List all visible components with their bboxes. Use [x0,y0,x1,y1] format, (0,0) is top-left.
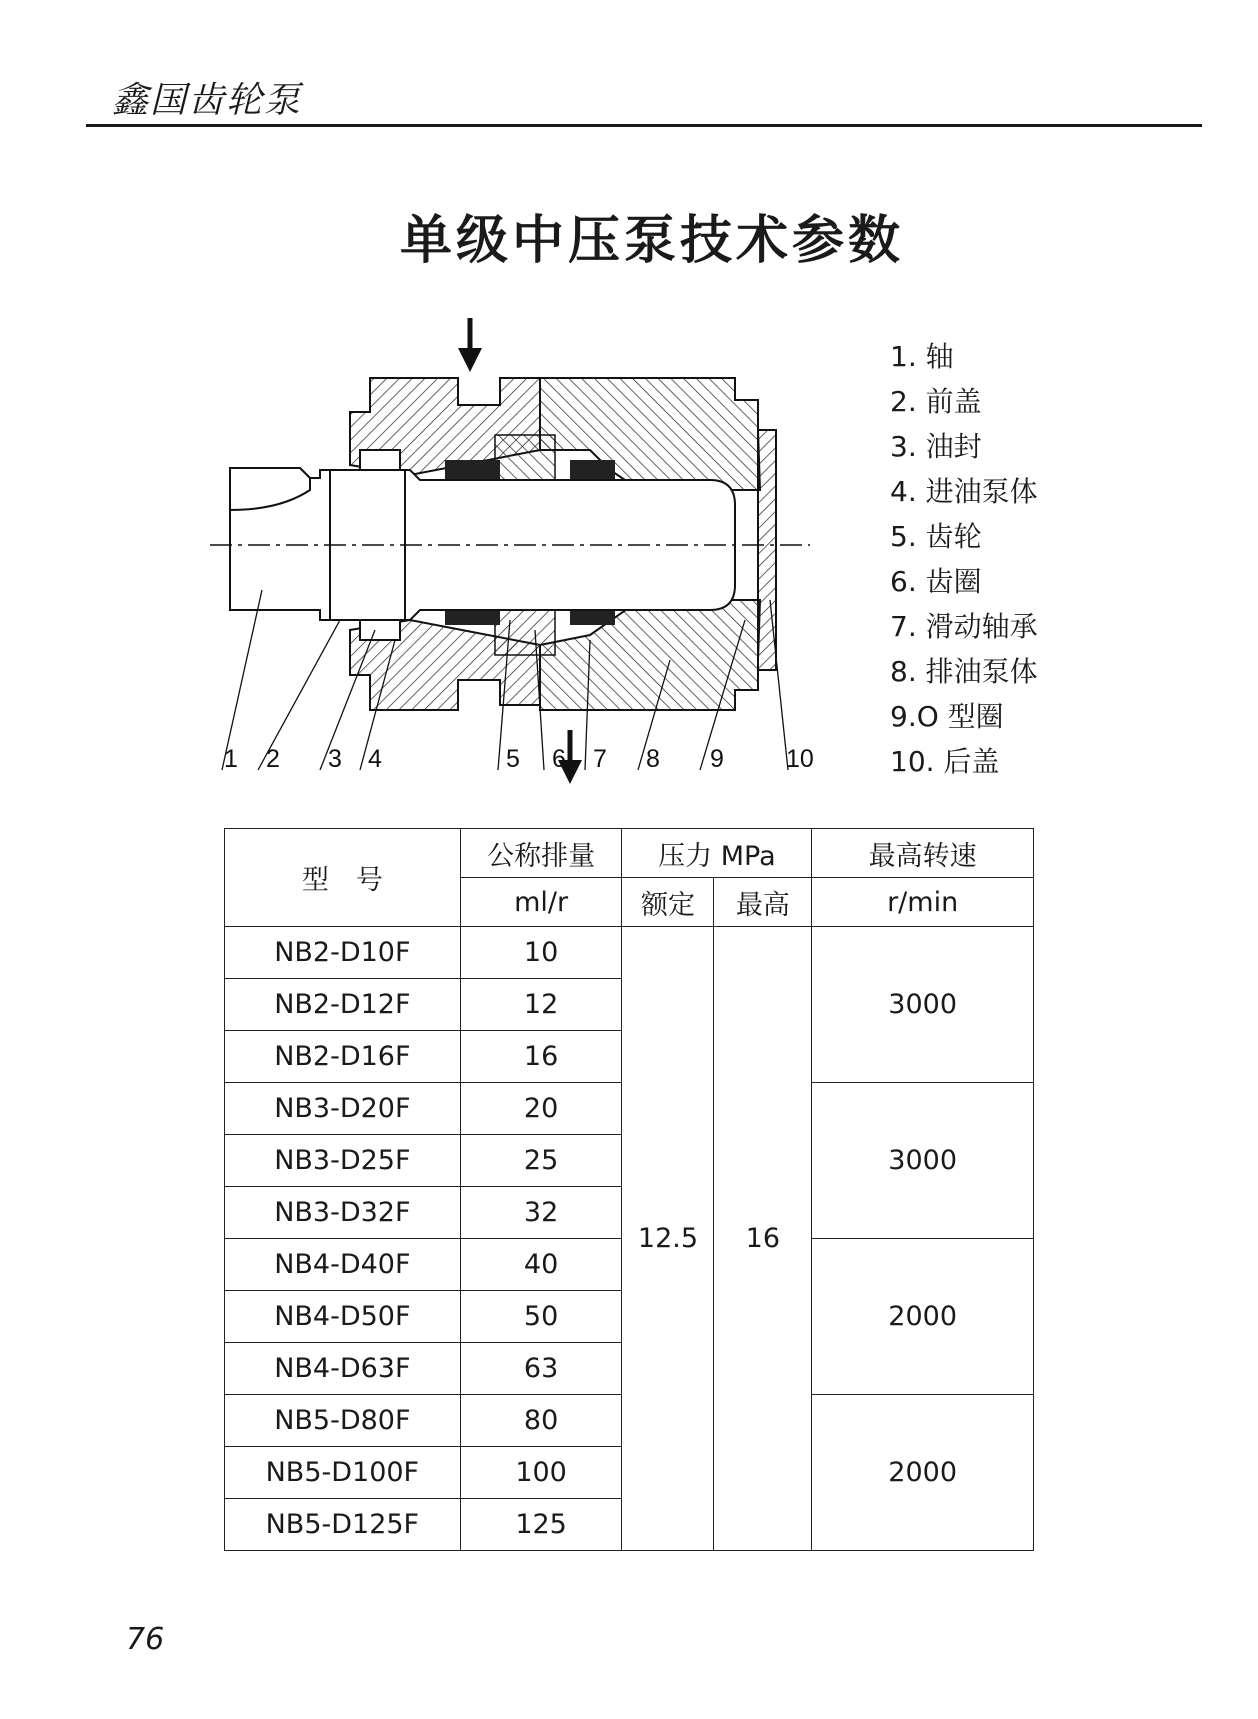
col-header-displacement-unit: ml/r [460,878,622,927]
col-header-displacement: 公称排量 [460,829,622,878]
max-pressure-cell: 16 [714,927,812,1551]
model-cell: NB4-D40F [225,1239,461,1291]
legend-item: 5. 齿轮 [890,520,982,553]
model-cell: NB2-D12F [225,979,461,1031]
model-cell: NB3-D20F [225,1083,461,1135]
col-header-max: 最高 [714,878,812,927]
displacement-cell: 32 [460,1187,622,1239]
displacement-cell: 16 [460,1031,622,1083]
model-cell: NB2-D16F [225,1031,461,1083]
legend-item: 7. 滑动轴承 [890,610,1038,643]
callout-4: 4 [368,745,382,773]
legend-item: 9.O 型圈 [890,700,1004,733]
callout-8: 8 [646,745,660,773]
model-cell: NB5-D100F [225,1447,461,1499]
col-header-pressure: 压力 MPa [622,829,812,878]
model-cell: NB2-D10F [225,927,461,979]
callout-1: 1 [224,745,238,773]
legend-item: 1. 轴 [890,340,954,373]
displacement-cell: 10 [460,927,622,979]
model-cell: NB5-D80F [225,1395,461,1447]
page-number: 76 [126,1622,165,1657]
col-header-speed-unit: r/min [812,878,1034,927]
callout-10: 10 [786,745,814,773]
legend-item: 2. 前盖 [890,385,982,418]
callout-2: 2 [266,745,280,773]
speed-cell: 3000 [812,927,1034,1083]
spec-table [224,828,1034,1551]
model-cell: NB3-D32F [225,1187,461,1239]
callout-9: 9 [710,745,724,773]
page-title: 单级中压泵技术参数 [400,211,905,271]
displacement-cell: 100 [460,1447,622,1499]
displacement-cell: 20 [460,1083,622,1135]
callout-6: 6 [552,745,566,773]
speed-cell: 3000 [812,1083,1034,1239]
legend-item: 10. 后盖 [890,745,1000,778]
displacement-cell: 25 [460,1135,622,1187]
pump-cross-section-diagram [210,300,860,800]
rated-pressure-cell: 12.5 [622,927,714,1551]
inlet-arrow [458,318,482,372]
header-title: 鑫国齿轮泵 [112,80,303,121]
model-cell: NB4-D50F [225,1291,461,1343]
col-header-model: 型 号 [225,829,461,927]
displacement-cell: 50 [460,1291,622,1343]
model-cell: NB5-D125F [225,1499,461,1551]
speed-cell: 2000 [812,1395,1034,1551]
header-rule [86,124,1202,127]
displacement-cell: 12 [460,979,622,1031]
model-cell: NB4-D63F [225,1343,461,1395]
displacement-cell: 63 [460,1343,622,1395]
displacement-cell: 80 [460,1395,622,1447]
displacement-cell: 40 [460,1239,622,1291]
legend-item: 6. 齿圈 [890,565,982,598]
displacement-cell: 125 [460,1499,622,1551]
callout-3: 3 [328,745,342,773]
table-row [225,927,1034,979]
legend-item: 4. 进油泵体 [890,475,1038,508]
model-cell: NB3-D25F [225,1135,461,1187]
col-header-rated: 额定 [622,878,714,927]
callout-5: 5 [506,745,520,773]
speed-cell: 2000 [812,1239,1034,1395]
parts-legend [890,334,1038,784]
legend-item: 3. 油封 [890,430,982,463]
legend-item: 8. 排油泵体 [890,655,1038,688]
callout-7: 7 [593,745,607,773]
col-header-speed: 最高转速 [812,829,1034,878]
